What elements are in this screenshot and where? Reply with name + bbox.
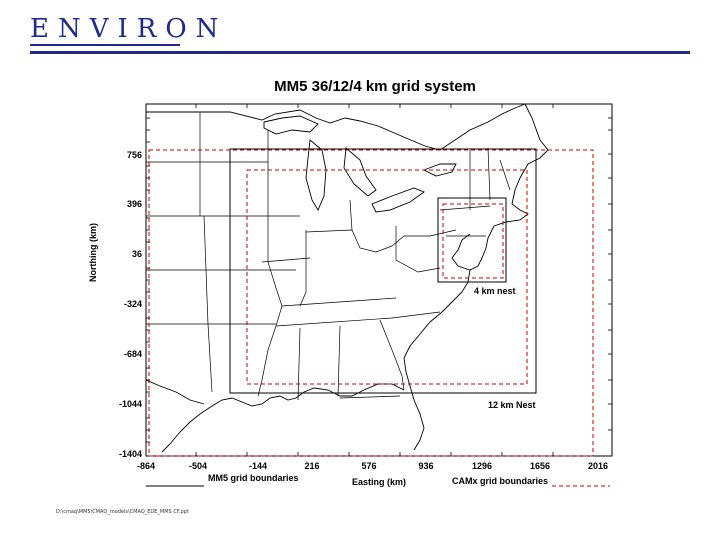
nest-4km-label: 4 km nest	[474, 286, 516, 296]
x-tick-label: 936	[418, 461, 434, 471]
nest-12km-label: 12 km Nest	[488, 400, 536, 410]
legend-mm5-label: MM5 grid boundaries	[208, 473, 299, 483]
x-tick-label: 1296	[471, 461, 493, 471]
y-tick-label: -1404	[118, 449, 142, 459]
y-tick-label: -324	[123, 299, 142, 309]
y-tick-label: 756	[126, 150, 142, 160]
y-tick-label: 396	[126, 199, 142, 209]
x-tick-label: -864	[136, 461, 155, 471]
x-tick-label: 1656	[529, 461, 551, 471]
y-tick-label: -1044	[118, 399, 142, 409]
y-tick-label: 36	[131, 249, 142, 259]
x-tick-label: 2016	[587, 461, 609, 471]
chart-title: MM5 36/12/4 km grid system	[274, 78, 476, 95]
y-tick-label: -684	[123, 349, 142, 359]
x-tick-label: -144	[248, 461, 267, 471]
legend-camx-label: CAMx grid boundaries	[452, 476, 549, 486]
x-tick-label: 576	[361, 461, 377, 471]
environ-logo: ENVIRON	[30, 14, 228, 44]
x-tick-label: 216	[304, 461, 320, 471]
file-path-footer: D:\cmaq\MM5\CMAQ_models\CMAQ_EDE_MMS CF.ppt	[56, 509, 189, 515]
x-tick-label: -504	[188, 461, 207, 471]
x-axis-label: Easting (km)	[352, 477, 407, 487]
y-axis-label: Northing (km)	[88, 223, 98, 282]
